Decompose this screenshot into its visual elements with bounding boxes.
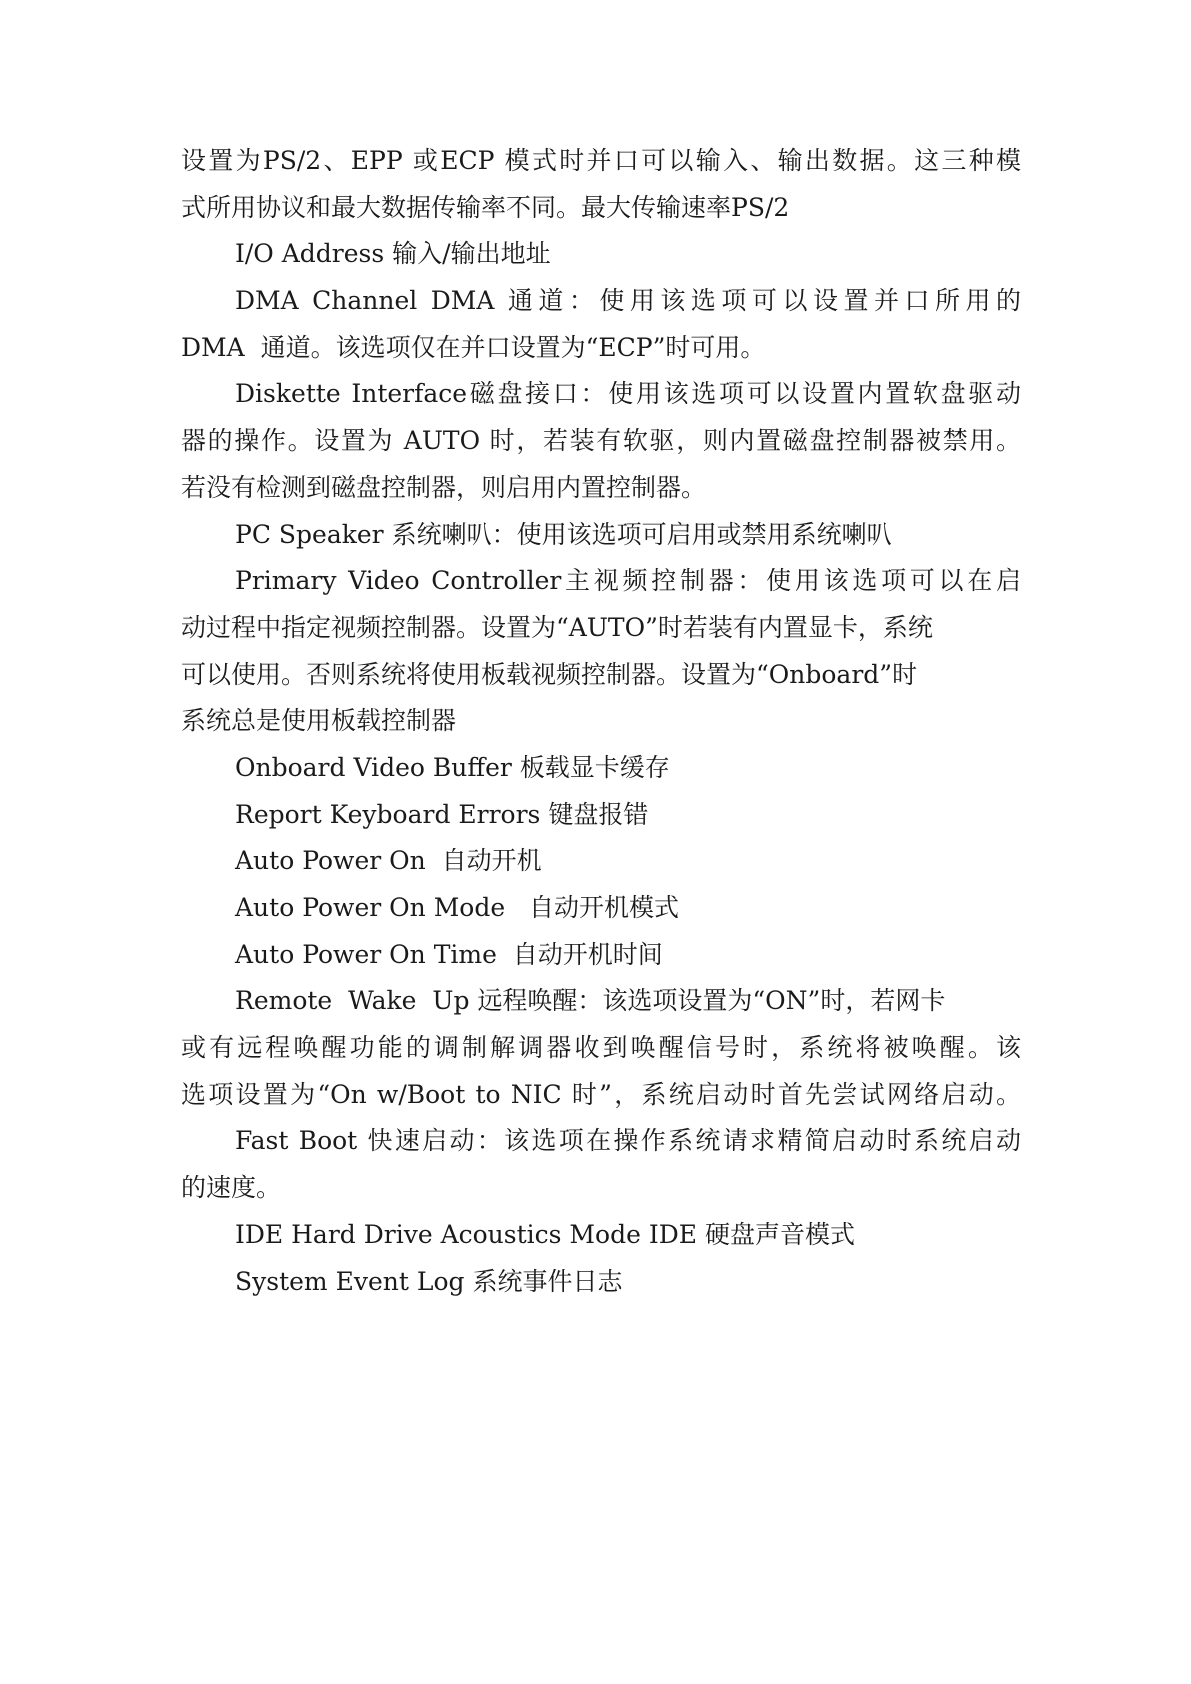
text-line: Auto Power On 自动开机 — [235, 846, 542, 876]
text-line: Fast Boot 快速启动：该选项在操作系统请求精简启动时系统启动 — [235, 1126, 1021, 1156]
text-line: DMA Channel DMA 通道：使用该选项可以设置并口所用的 — [235, 286, 1021, 316]
text-line: Report Keyboard Errors 键盘报错 — [235, 799, 649, 829]
text-line: 器的操作。设置为 AUTO 时，若装有软驱，则内置磁盘控制器被禁用。 — [181, 426, 1021, 456]
text-line: 动过程中指定视频控制器。设置为“AUTO”时若装有内置显卡，系统 — [181, 612, 933, 642]
text-line: 式所用协议和最大数据传输率不同。最大传输速率PS/2 — [181, 192, 790, 222]
text-line: 设置为PS/2、EPP 或ECP 模式时并口可以输入、输出数据。这三种模 — [181, 146, 1021, 175]
document-body — [181, 138, 1021, 1305]
text-line: IDE Hard Drive Acoustics Mode IDE 硬盘声音模式 — [235, 1219, 855, 1249]
text-line: Auto Power On Time 自动开机时间 — [235, 939, 663, 969]
text-line: Primary Video Controller主视频控制器：使用该选项可以在启 — [235, 566, 1021, 596]
text-line: Remote Wake Up 远程唤醒：该选项设置为“ON”时，若网卡 — [235, 986, 946, 1016]
text-line: Diskette Interface磁盘接口：使用该选项可以设置内置软盘驱动 — [235, 379, 1021, 409]
text-line: 选项设置为“On w/Boot to NIC 时”，系统启动时首先尝试网络启动。 — [181, 1079, 1021, 1109]
text-line: PC Speaker 系统喇叭：使用该选项可启用或禁用系统喇叭 — [235, 519, 892, 549]
text-line: 或有远程唤醒功能的调制解调器收到唤醒信号时，系统将被唤醒。该 — [181, 1033, 1021, 1063]
text-line: DMA 通道。该选项仅在并口设置为“ECP”时可用。 — [181, 332, 766, 362]
text-line: Auto Power On Mode 自动开机模式 — [235, 893, 679, 922]
text-line: System Event Log 系统事件日志 — [235, 1266, 623, 1296]
text-line: 可以使用。否则系统将使用板载视频控制器。设置为“Onboard”时 — [181, 659, 918, 689]
text-line: 的速度。 — [181, 1173, 282, 1203]
text-line: I/O Address 输入/输出地址 — [235, 239, 551, 269]
text-line: 系统总是使用板载控制器 — [181, 706, 457, 736]
text-line: Onboard Video Buffer 板载显卡缓存 — [235, 752, 670, 782]
text-line: 若没有检测到磁盘控制器，则启用内置控制器。 — [181, 472, 707, 502]
